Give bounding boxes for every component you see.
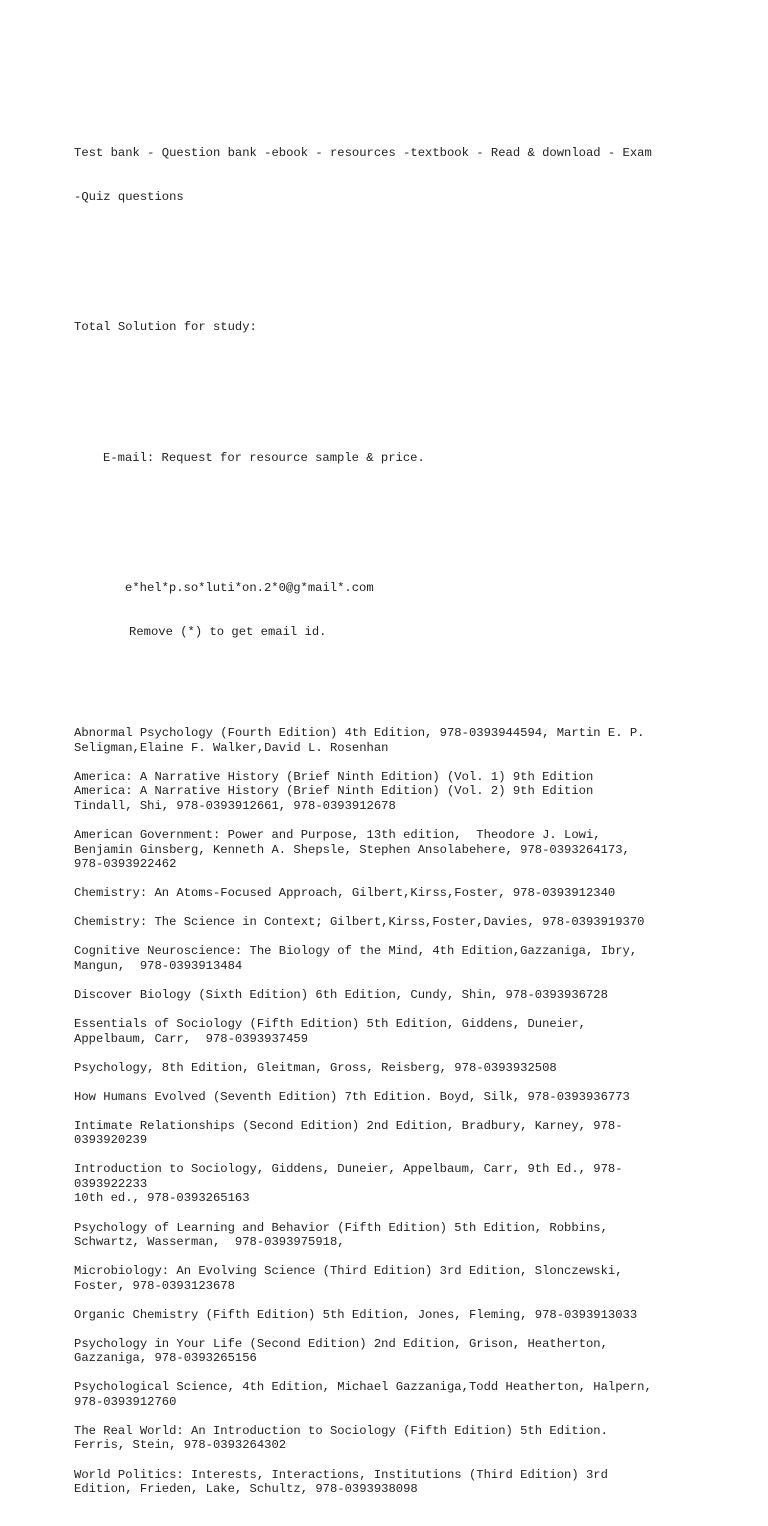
book-entry-line: America: A Narrative History (Brief Ninth Edition) (Vol. 1) 9th Edition	[74, 769, 594, 784]
book-entry-line: Abnormal Psychology (Fourth Edition) 4th Edition, 978-0393944594, Martin E. P.	[74, 726, 645, 741]
book-entry-line: World Politics: Interests, Interactions, Institutions (Third Edition) 3rd	[74, 1467, 608, 1482]
book-entry-line: Organic Chemistry (Fifth Edition) 5th Edition, Jones, Fleming, 978-0393913033	[74, 1307, 638, 1322]
total-solution-heading: Total Solution for study:	[74, 320, 257, 335]
book-entry-line: Psychology, 8th Edition, Gleitman, Gross, Reisberg, 978-0393932508	[74, 1060, 557, 1075]
book-entry	[74, 1017, 714, 1046]
book-entry	[74, 1468, 714, 1497]
book-entry-line: Essentials of Sociology (Fifth Edition) 5th Edition, Giddens, Duneier,	[74, 1017, 586, 1032]
book-entry	[74, 988, 714, 1003]
book-entry-line: Discover Biology (Sixth Edition) 6th Edition, Cundy, Shin, 978-0393936728	[74, 987, 608, 1002]
book-entry	[74, 1264, 714, 1293]
header-line: Test bank - Question bank -ebook - resources -textbook - Read & download - Exam	[74, 146, 652, 160]
book-entry-line: Tindall, Shi, 978-0393912661, 978-0393912678	[74, 798, 396, 813]
book-entry-line: Ferris, Stein, 978-0393264302	[74, 1438, 287, 1453]
book-entry-line: Foster, 978-0393123678	[74, 1278, 235, 1293]
book-entry	[74, 1337, 714, 1366]
book-entry-line: Edition, Frieden, Lake, Schultz, 978-0393938098	[74, 1482, 418, 1497]
book-entry-line: Schwartz, Wasserman, 978-0393975918,	[74, 1235, 345, 1249]
book-entry	[74, 770, 714, 814]
book-entry-line: 0393920239	[74, 1133, 148, 1148]
book-entry-line: Mangun, 978-0393913484	[74, 958, 243, 973]
book-entry-line: 978-0393912760	[74, 1394, 177, 1409]
book-entry	[74, 1308, 714, 1323]
book-entry	[74, 726, 714, 755]
header-block	[74, 117, 714, 233]
contact-request: E-mail: Request for resource sample & price.	[103, 450, 425, 465]
book-entry	[74, 944, 714, 973]
book-entry-line: Psychology of Learning and Behavior (Fifth Edition) 5th Edition, Robbins,	[74, 1220, 608, 1235]
book-entry-line: Psychology in Your Life (Second Edition) 2nd Edition, Grison, Heatherton,	[74, 1336, 608, 1351]
book-entry-line: 0393922233	[74, 1176, 148, 1191]
book-entry-line: Chemistry: An Atoms-Focused Approach, Gilbert,Kirss,Foster, 978-0393912340	[74, 886, 616, 901]
book-entry-line: How Humans Evolved (Seventh Edition) 7th Edition. Boyd, Silk, 978-0393936773	[74, 1089, 630, 1104]
book-entry-line: The Real World: An Introduction to Sociology (Fifth Edition) 5th Edition.	[74, 1423, 608, 1438]
book-entry-line: Cognitive Neuroscience: The Biology of the Mind, 4th Edition,Gazzaniga, Ibry,	[74, 944, 638, 959]
book-entry	[74, 1221, 714, 1250]
book-entry-line: Chemistry: The Science in Context; Gilbert,Kirss,Foster,Davies, 978-0393919370	[74, 915, 645, 930]
book-entry-line: Psychological Science, 4th Edition, Michael Gazzaniga,Todd Heatherton, Halpern,	[74, 1380, 652, 1395]
book-entry-line: Appelbaum, Carr, 978-0393937459	[74, 1031, 309, 1046]
book-entry-line: Gazzaniga, 978-0393265156	[74, 1351, 257, 1366]
book-entry	[74, 1162, 714, 1206]
book-entry	[74, 1119, 714, 1148]
book-entry	[74, 1061, 714, 1076]
book-entry-line: Benjamin Ginsberg, Kenneth A. Shepsle, Stephen Ansolabehere, 978-0393264173,	[74, 842, 630, 857]
book-list	[74, 726, 714, 1496]
email-note: Remove (*) to get email id.	[129, 624, 327, 639]
book-entry	[74, 1380, 714, 1409]
book-entry-line: America: A Narrative History (Brief Ninth Edition) (Vol. 2) 9th Edition	[74, 784, 594, 799]
book-entry-line: American Government: Power and Purpose, 13th edition, Theodore J. Lowi,	[74, 828, 601, 843]
book-entry	[74, 886, 714, 901]
book-entry-line: Intimate Relationships (Second Edition) 2nd Edition, Bradbury, Karney, 978-	[74, 1118, 623, 1133]
book-entry	[74, 828, 714, 872]
book-entry	[74, 1090, 714, 1105]
document-page	[74, 88, 714, 1526]
book-entry-line: 978-0393922462	[74, 857, 177, 872]
book-entry-line: Microbiology: An Evolving Science (Third Edition) 3rd Edition, Slonczewski,	[74, 1264, 623, 1279]
book-entry-line: 10th ed., 978-0393265163	[74, 1191, 250, 1206]
book-entry-line: Introduction to Sociology, Giddens, Duneier, Appelbaum, Carr, 9th Ed., 978-	[74, 1162, 623, 1177]
header-line: -Quiz questions	[74, 189, 184, 204]
book-entry-line: Seligman,Elaine F. Walker,David L. Rosenhan	[74, 740, 389, 755]
book-entry	[74, 1424, 714, 1453]
book-entry	[74, 915, 714, 930]
email-text: e*hel*p.so*luti*on.2*0@g*mail*.com	[125, 581, 374, 596]
contact-email-block	[74, 552, 714, 668]
